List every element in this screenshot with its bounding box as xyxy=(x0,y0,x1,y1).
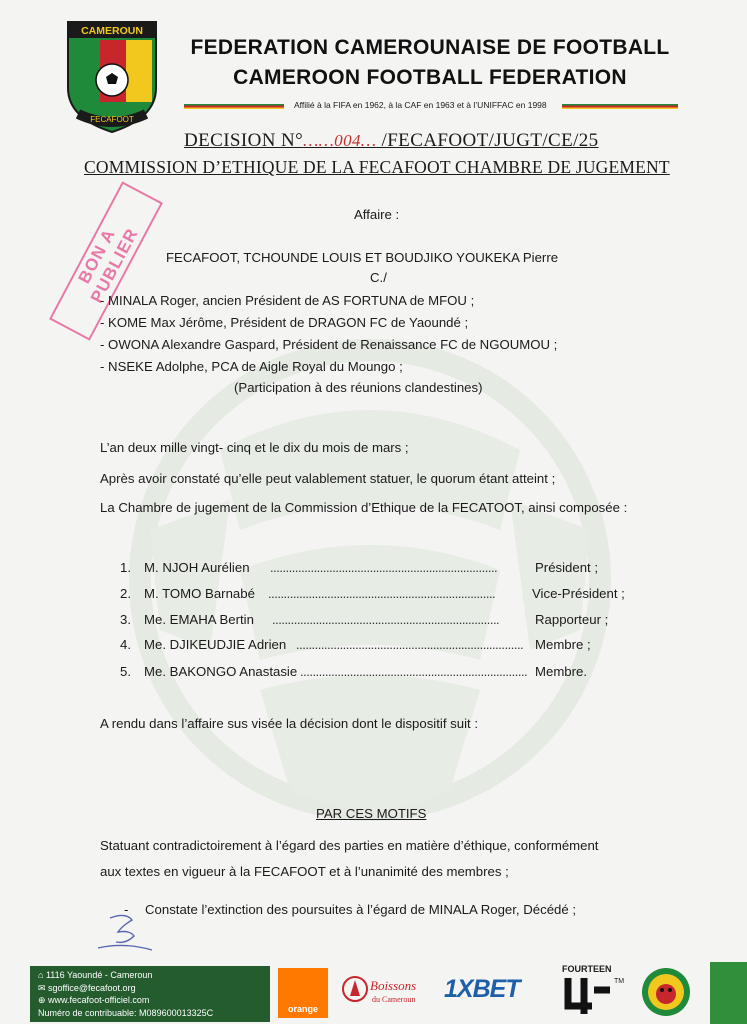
affaire-parties: FECAFOOT, TCHOUNDE LOUIS ET BOUDJIKO YOUKEKA Pierre xyxy=(166,250,559,265)
member-dots: ......................................................................... xyxy=(300,664,528,679)
member-dots: ......................................................................... xyxy=(270,560,498,575)
footer-green-edge xyxy=(710,962,747,1024)
member-row xyxy=(120,586,625,606)
flag-stripe-left xyxy=(184,104,284,109)
decision-handwritten-number: ……004… xyxy=(303,131,377,150)
fourteen-sponsor-logo xyxy=(560,964,630,1020)
defendant-item: - OWONA Alexandre Gaspard, Président de Renaissance FC de NGOUMOU ; xyxy=(100,337,558,352)
member-number: 4. xyxy=(120,637,131,652)
orange-sponsor-logo: orange xyxy=(278,968,328,1018)
member-dots: ......................................................................... xyxy=(272,612,500,627)
rendu-text: A rendu dans l’affaire sus visée la décision dont le dispositif suit : xyxy=(100,716,479,731)
boissons-subtext: du Cameroun xyxy=(372,995,416,1004)
member-row xyxy=(120,612,609,632)
logo-text-top: CAMEROUN xyxy=(81,25,143,37)
fourteen-text: FOURTEEN xyxy=(562,964,612,974)
member-dots: ......................................................................... xyxy=(296,637,524,652)
email-icon: ✉ xyxy=(38,982,49,993)
fecafoot-logo xyxy=(64,18,160,136)
member-role: Membre. xyxy=(535,664,588,679)
defendant-item: - KOME Max Jérôme, Président de DRAGON FC de Yaoundé ; xyxy=(100,315,469,330)
defendant-item: - MINALA Roger, ancien Président de AS FORTUNA de MFOU ; xyxy=(100,293,475,308)
federation-title-en: CAMEROON FOOTBALL FEDERATION xyxy=(233,66,627,89)
affaire-label: Affaire : xyxy=(354,207,400,222)
commission-title: COMMISSION D’ETHIQUE DE LA FECAFOOT CHAMBRE DE JUGEMENT xyxy=(84,157,670,177)
decision-number xyxy=(184,130,599,152)
affiliation-text: Affilié à la FIFA en 1962, à la CAF en 1963 et à l’UNIFFAC en 1998 xyxy=(290,100,551,110)
boissons-emblem-icon xyxy=(342,974,368,1004)
footer-contact-bar xyxy=(30,966,270,1022)
member-dots: ......................................................................... xyxy=(268,586,496,601)
member-role: Membre ; xyxy=(535,637,591,652)
preamble-composition: La Chambre de jugement de la Commission d’Ethique de la FECATOOT, ainsi composée : xyxy=(100,500,628,515)
member-name: M. NJOH Aurélien xyxy=(144,560,250,575)
decision-prefix: DECISION N° xyxy=(184,130,304,151)
affaire-motif: (Participation à des réunions clandestines) xyxy=(234,380,483,395)
boissons-sponsor-logo xyxy=(340,968,430,1018)
member-row xyxy=(120,560,599,580)
federation-title-fr: FEDERATION CAMEROUNAISE DE FOOTBALL xyxy=(190,36,670,59)
1xbet-sponsor-logo: 1XBET xyxy=(444,975,520,1003)
member-role: Vice-Président ; xyxy=(532,586,625,601)
statuant-line-1: Statuant contradictoirement à l’égard des parties en matière d’éthique, conformément xyxy=(100,838,599,853)
decision-suffix: /FECAFOOT/JUGT/CE/25 xyxy=(376,130,599,151)
footer-contribuable: Numéro de contribuable: M089600013325C xyxy=(38,1007,214,1018)
member-name: Me. DJIKEUDJIE Adrien xyxy=(144,637,287,652)
footer-address: ⌂ 1116 Yaoundé - Cameroun xyxy=(38,970,153,980)
globe-icon: ⊕ xyxy=(38,995,49,1005)
member-row xyxy=(120,664,588,684)
lion-badge-icon xyxy=(640,966,692,1018)
preamble-date: L’an deux mille vingt- cinq et le dix du mois de mars ; xyxy=(100,440,409,455)
member-number: 1. xyxy=(120,560,131,575)
preamble-quorum: Après avoir constaté qu’elle peut valablement statuer, le quorum étant atteint ; xyxy=(100,471,556,486)
fourteen-mark-icon xyxy=(564,976,612,1016)
affaire-contre: C./ xyxy=(370,270,387,285)
statuant-line-2: aux textes en vigueur à la FECAFOOT et à l’unanimité des membres ; xyxy=(100,864,509,879)
footer-website: ⊕ www.fecafoot-officiel.com xyxy=(38,995,150,1005)
member-row xyxy=(120,637,591,657)
logo-text-bottom: FECAFOOT xyxy=(90,115,134,124)
member-name: Me. BAKONGO Anastasie xyxy=(144,664,298,679)
member-number: 2. xyxy=(120,586,131,601)
member-number: 3. xyxy=(120,612,131,627)
first-disposition: Constate l’extinction des poursuites à l’égard de MINALA Roger, Décédé ; xyxy=(145,902,577,917)
handwritten-signature-icon xyxy=(96,910,156,956)
member-role: Président ; xyxy=(535,560,599,575)
defendant-item: - NSEKE Adolphe, PCA de Aigle Royal du Moungo ; xyxy=(100,359,403,374)
member-number: 5. xyxy=(120,664,131,679)
publish-stamp: BON A PUBLIER xyxy=(49,181,163,340)
footer-email: ✉ sgoffice@fecafoot.org xyxy=(38,982,136,993)
flag-stripe-right xyxy=(562,104,678,109)
member-role: Rapporteur ; xyxy=(535,612,609,627)
member-name: Me. EMAHA Bertin xyxy=(144,612,254,627)
home-icon: ⌂ xyxy=(38,970,46,980)
fourteen-tm: TM xyxy=(614,978,625,985)
motifs-heading: PAR CES MOTIFS xyxy=(316,806,427,821)
boissons-text: Boissons xyxy=(370,978,417,993)
bullet-dash: - xyxy=(124,902,129,917)
member-name: M. TOMO Barnabé xyxy=(144,586,255,601)
